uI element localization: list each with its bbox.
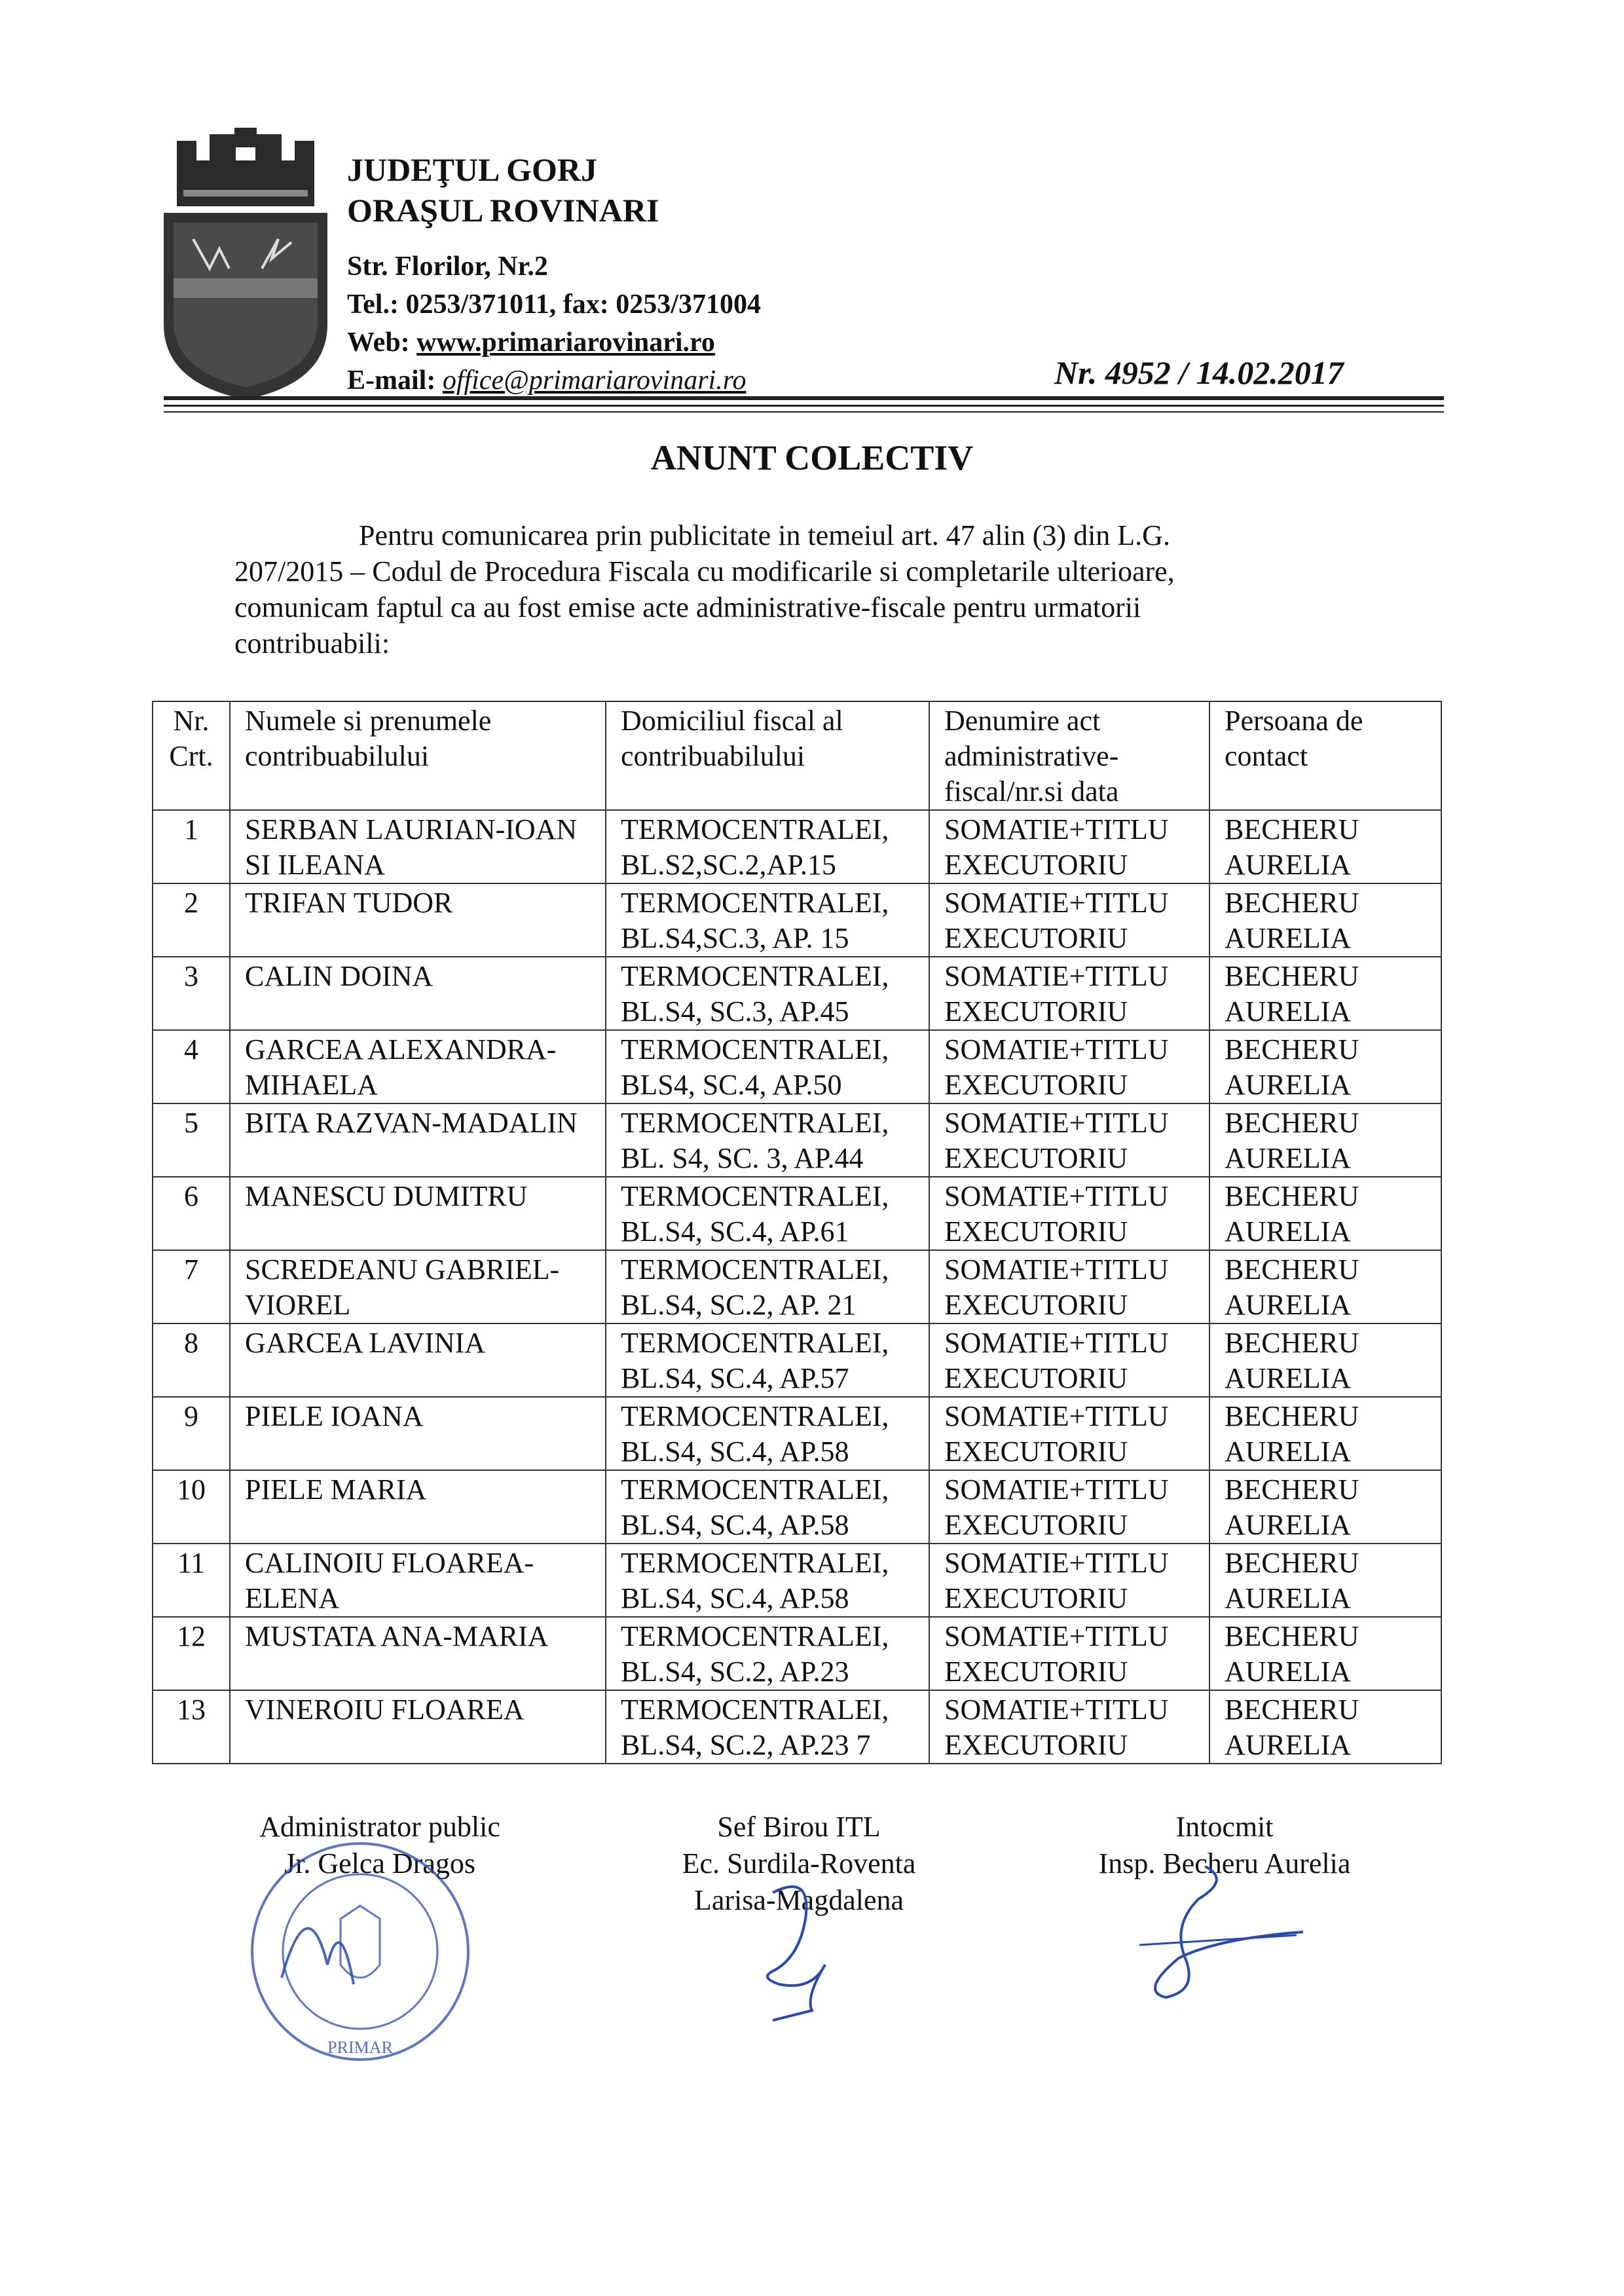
table-cell-nr: 6 bbox=[153, 1177, 230, 1250]
column-header-nr: Nr. Crt. bbox=[153, 701, 230, 810]
table-cell-contact: BECHERU AURELIA bbox=[1209, 1690, 1441, 1764]
table-row bbox=[153, 1177, 1441, 1250]
table-row bbox=[153, 1617, 1441, 1690]
column-header-name: Numele si prenumele contribuabilului bbox=[230, 701, 606, 810]
table-row bbox=[153, 810, 1441, 883]
table-cell-act: SOMATIE+TITLU EXECUTORIU bbox=[929, 1690, 1209, 1764]
table-cell-name: GARCEA ALEXANDRA-MIHAELA bbox=[230, 1030, 606, 1103]
document-number: Nr. 4952 / 14.02.2017 bbox=[1054, 354, 1344, 391]
table-cell-address: TERMOCENTRALEI, BL.S4, SC.4, AP.57 bbox=[606, 1324, 929, 1397]
table-cell-nr: 10 bbox=[153, 1470, 230, 1544]
signature-name: Jr. Gelca Dragos bbox=[284, 1847, 475, 1879]
table-cell-name: MUSTATA ANA-MARIA bbox=[230, 1617, 606, 1690]
table-cell-act: SOMATIE+TITLU EXECUTORIU bbox=[929, 883, 1209, 957]
table-row bbox=[153, 1103, 1441, 1177]
table-cell-contact: BECHERU AURELIA bbox=[1209, 1250, 1441, 1324]
table-cell-address: TERMOCENTRALEI, BL.S4, SC.2, AP.23 7 bbox=[606, 1690, 929, 1764]
table-cell-act: SOMATIE+TITLU EXECUTORIU bbox=[929, 1544, 1209, 1617]
table-cell-name: SCREDEANU GABRIEL-VIOREL bbox=[230, 1250, 606, 1324]
web-line bbox=[347, 324, 715, 361]
column-header-act: Denumire act administrative-fiscal/nr.si data bbox=[929, 701, 1209, 810]
table-cell-nr: 9 bbox=[153, 1397, 230, 1470]
column-header-contact: Persoana de contact bbox=[1209, 701, 1441, 810]
table-cell-nr: 5 bbox=[153, 1103, 230, 1177]
page-title: ANUNT COLECTIV bbox=[650, 438, 974, 477]
table-row bbox=[153, 883, 1441, 957]
table-row bbox=[153, 1250, 1441, 1324]
table-cell-address: TERMOCENTRALEI, BL.S4, SC.4, AP.58 bbox=[606, 1544, 929, 1617]
table-cell-contact: BECHERU AURELIA bbox=[1209, 1030, 1441, 1103]
table-cell-address: TERMOCENTRALEI, BL.S4, SC.2, AP.23 bbox=[606, 1617, 929, 1690]
table-cell-address: TERMOCENTRALEI, BL. S4, SC. 3, AP.44 bbox=[606, 1103, 929, 1177]
table-row bbox=[153, 1690, 1441, 1764]
table-cell-contact: BECHERU AURELIA bbox=[1209, 1470, 1441, 1544]
table-cell-contact: BECHERU AURELIA bbox=[1209, 1397, 1441, 1470]
table-cell-contact: BECHERU AURELIA bbox=[1209, 1324, 1441, 1397]
table-row bbox=[153, 957, 1441, 1030]
taxpayers-table bbox=[152, 701, 1442, 1764]
handwritten-signature bbox=[733, 1879, 864, 2024]
table-cell-address: TERMOCENTRALEI, BL.S4, SC.3, AP.45 bbox=[606, 957, 929, 1030]
table-cell-act: SOMATIE+TITLU EXECUTORIU bbox=[929, 1177, 1209, 1250]
web-link[interactable]: www.primariarovinari.ro bbox=[416, 327, 715, 358]
table-cell-act: SOMATIE+TITLU EXECUTORIU bbox=[929, 1617, 1209, 1690]
table-cell-act: SOMATIE+TITLU EXECUTORIU bbox=[929, 1324, 1209, 1397]
signature-role: Administrator public bbox=[259, 1811, 500, 1843]
intro-paragraph: Pentru comunicarea prin publicitate in temeiul art. 47 alin (3) din L.G. 207/2015 – Codul de Procedura Fiscala cu modificarile si completarile ulterioare, comunicam faptul ca au fost emise acte administrative-fiscale pentru urmatorii contribuabili: bbox=[234, 519, 1175, 659]
header-divider bbox=[164, 396, 1444, 400]
table-cell-name: TRIFAN TUDOR bbox=[230, 883, 606, 957]
table-cell-nr: 12 bbox=[153, 1617, 230, 1690]
town-name: ORAŞUL ROVINARI bbox=[347, 192, 659, 229]
county-name: JUDEŢUL GORJ bbox=[347, 151, 598, 188]
table-cell-name: PIELE MARIA bbox=[230, 1470, 606, 1544]
table-cell-contact: BECHERU AURELIA bbox=[1209, 1617, 1441, 1690]
table-cell-act: SOMATIE+TITLU EXECUTORIU bbox=[929, 1250, 1209, 1324]
table-row bbox=[153, 1030, 1441, 1103]
phone-fax: Tel.: 0253/371011, fax: 0253/371004 bbox=[347, 289, 761, 320]
table-cell-nr: 1 bbox=[153, 810, 230, 883]
table-cell-nr: 3 bbox=[153, 957, 230, 1030]
table-row bbox=[153, 1397, 1441, 1470]
table-cell-nr: 7 bbox=[153, 1250, 230, 1324]
table-cell-act: SOMATIE+TITLU EXECUTORIU bbox=[929, 1397, 1209, 1470]
handwritten-signature bbox=[1100, 1860, 1310, 2004]
header-divider bbox=[164, 405, 1444, 407]
email-link[interactable]: office@primariarovinari.ro bbox=[442, 365, 747, 396]
table-cell-name: VINEROIU FLOAREA bbox=[230, 1690, 606, 1764]
city-crest-logo bbox=[157, 128, 334, 403]
table-cell-name: CALINOIU FLOAREA-ELENA bbox=[230, 1544, 606, 1617]
web-label: Web: bbox=[347, 327, 410, 358]
table-cell-act: SOMATIE+TITLU EXECUTORIU bbox=[929, 957, 1209, 1030]
table-cell-contact: BECHERU AURELIA bbox=[1209, 810, 1441, 883]
table-cell-name: SERBAN LAURIAN-IOAN SI ILEANA bbox=[230, 810, 606, 883]
table-cell-nr: 13 bbox=[153, 1690, 230, 1764]
table-row bbox=[153, 1470, 1441, 1544]
table-cell-address: TERMOCENTRALEI, BL.S4, SC.4, AP.61 bbox=[606, 1177, 929, 1250]
table-cell-name: CALIN DOINA bbox=[230, 957, 606, 1030]
table-row bbox=[153, 1324, 1441, 1397]
signature-role: Intocmit bbox=[1175, 1811, 1274, 1843]
email-label: E-mail: bbox=[347, 365, 436, 396]
table-cell-contact: BECHERU AURELIA bbox=[1209, 1177, 1441, 1250]
table-cell-act: SOMATIE+TITLU EXECUTORIU bbox=[929, 1470, 1209, 1544]
table-header-row bbox=[153, 701, 1441, 810]
table-cell-nr: 2 bbox=[153, 883, 230, 957]
svg-text:PRIMAR: PRIMAR bbox=[327, 2038, 393, 2057]
table-cell-contact: BECHERU AURELIA bbox=[1209, 883, 1441, 957]
signature-name-line2: Larisa-Magdalena bbox=[693, 1884, 904, 1916]
table-cell-address: TERMOCENTRALEI, BLS4, SC.4, AP.50 bbox=[606, 1030, 929, 1103]
table-cell-address: TERMOCENTRALEI, BL.S4,SC.3, AP. 15 bbox=[606, 883, 929, 957]
table-cell-nr: 11 bbox=[153, 1544, 230, 1617]
header-divider bbox=[164, 411, 1444, 413]
table-cell-contact: BECHERU AURELIA bbox=[1209, 957, 1441, 1030]
table-cell-name: PIELE IOANA bbox=[230, 1397, 606, 1470]
signature-role: Sef Birou ITL bbox=[717, 1811, 881, 1843]
table-cell-act: SOMATIE+TITLU EXECUTORIU bbox=[929, 1030, 1209, 1103]
official-stamp bbox=[229, 1834, 491, 2069]
table-cell-nr: 8 bbox=[153, 1324, 230, 1397]
signature-name: Insp. Becheru Aurelia bbox=[1098, 1847, 1351, 1879]
table-cell-name: MANESCU DUMITRU bbox=[230, 1177, 606, 1250]
signature-name-line1: Ec. Surdila-Roventa bbox=[682, 1847, 916, 1879]
table-cell-nr: 4 bbox=[153, 1030, 230, 1103]
street-address: Str. Florilor, Nr.2 bbox=[347, 251, 548, 282]
table-cell-address: TERMOCENTRALEI, BL.S4, SC.4, AP.58 bbox=[606, 1470, 929, 1544]
table-cell-contact: BECHERU AURELIA bbox=[1209, 1103, 1441, 1177]
table-cell-address: TERMOCENTRALEI, BL.S4, SC.4, AP.58 bbox=[606, 1397, 929, 1470]
table-cell-address: TERMOCENTRALEI, BL.S4, SC.2, AP. 21 bbox=[606, 1250, 929, 1324]
table-row bbox=[153, 1544, 1441, 1617]
table-cell-act: SOMATIE+TITLU EXECUTORIU bbox=[929, 1103, 1209, 1177]
email-line bbox=[347, 361, 747, 399]
table-cell-contact: BECHERU AURELIA bbox=[1209, 1544, 1441, 1617]
table-cell-act: SOMATIE+TITLU EXECUTORIU bbox=[929, 810, 1209, 883]
table-cell-name: GARCEA LAVINIA bbox=[230, 1324, 606, 1397]
table-cell-name: BITA RAZVAN-MADALIN bbox=[230, 1103, 606, 1177]
taxpayers-table-container bbox=[152, 701, 1441, 1764]
table-cell-address: TERMOCENTRALEI, BL.S2,SC.2,AP.15 bbox=[606, 810, 929, 883]
column-header-address: Domiciliul fiscal al contribuabilului bbox=[606, 701, 929, 810]
